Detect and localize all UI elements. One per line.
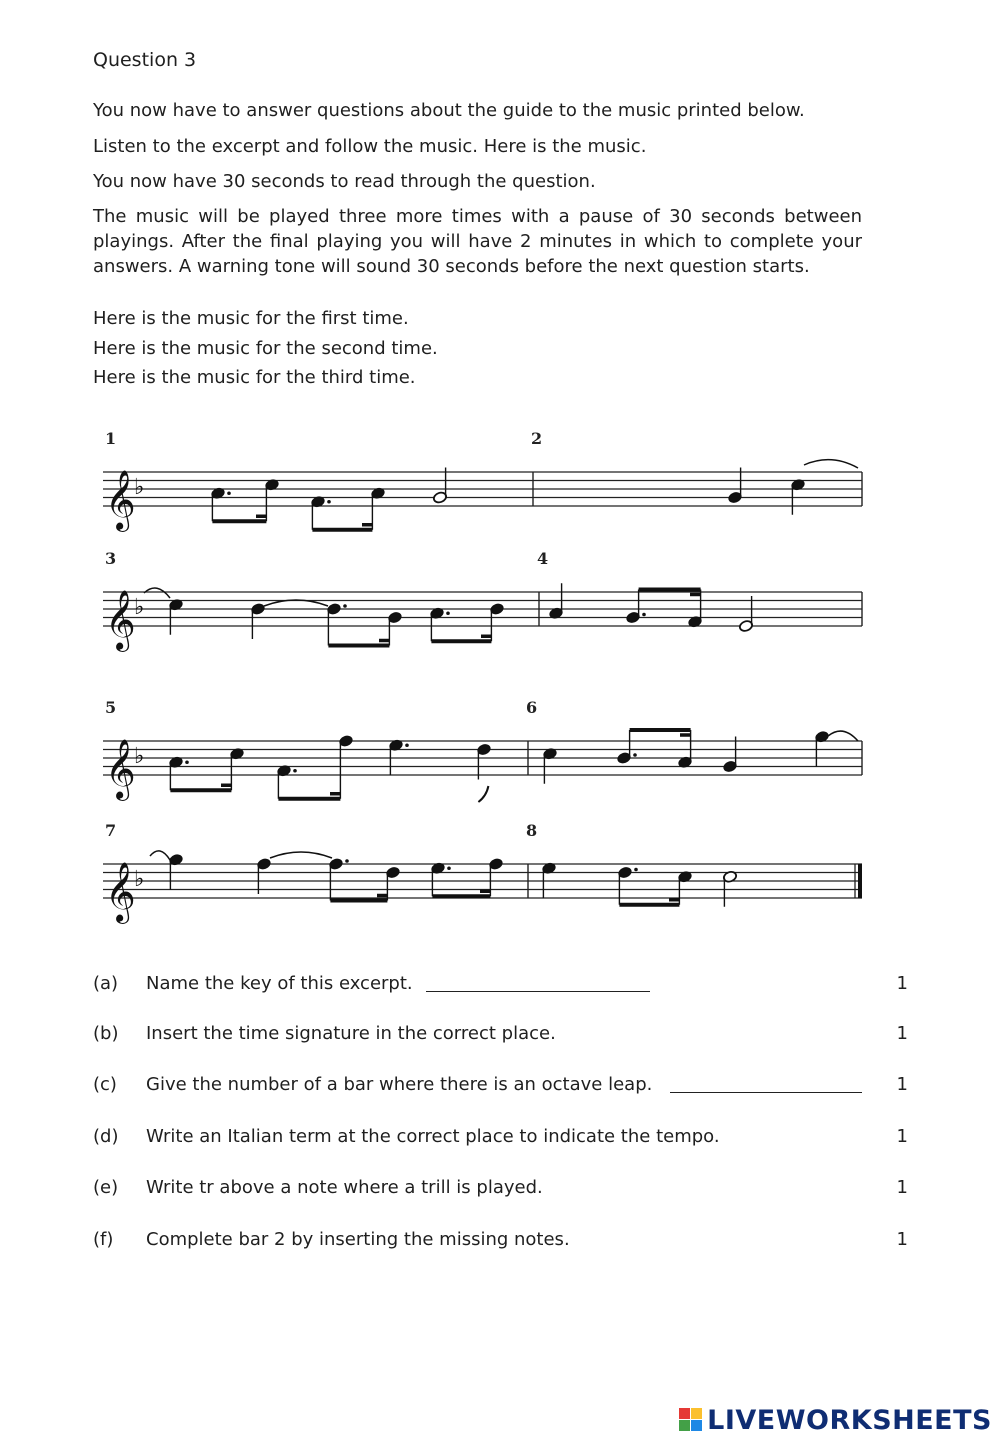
question-e <box>93 1177 908 1201</box>
question-title: Question 3 <box>93 49 197 71</box>
question-text: Complete bar 2 by inserting the missing notes. <box>146 1229 570 1250</box>
tie <box>150 851 170 860</box>
playing-line: Here is the music for the third time. <box>93 367 416 388</box>
dot <box>343 604 347 608</box>
bar-number: 8 <box>526 821 538 840</box>
question-a <box>93 973 908 997</box>
question-mark: 1 <box>896 1229 908 1250</box>
playing-line: Here is the music for the second time. <box>93 337 438 359</box>
flat-key-signature-icon: ♭ <box>134 867 145 892</box>
liveworksheets-brand[interactable] <box>679 1405 992 1435</box>
bar-number: 4 <box>537 549 549 568</box>
treble-clef-icon: 𝄞 <box>105 739 136 799</box>
question-mark: 1 <box>896 1177 908 1198</box>
intro-line: You now have to answer questions about the guide to the music printed below. <box>93 100 805 121</box>
treble-clef-icon: 𝄞 <box>105 862 136 922</box>
dot <box>446 611 450 615</box>
dot <box>633 753 637 757</box>
question-letter: (c) <box>93 1074 117 1095</box>
logo-square <box>679 1420 690 1431</box>
question-letter: (e) <box>93 1177 119 1198</box>
question-mark: 1 <box>896 1023 908 1044</box>
liveworksheets-logo-icon <box>679 1408 703 1432</box>
question-letter: (a) <box>93 973 119 994</box>
treble-clef-icon: 𝄞 <box>105 590 136 650</box>
question-text: Give the number of a bar where there is an octave leap. <box>146 1074 653 1095</box>
logo-square <box>679 1408 690 1419</box>
dot <box>447 866 451 870</box>
question-text: Insert the time signature in the correct place. <box>146 1023 556 1044</box>
dot <box>293 769 297 773</box>
question-letter: (f) <box>93 1229 114 1250</box>
dot <box>227 491 231 495</box>
logo-square <box>691 1408 702 1419</box>
bar-number: 1 <box>105 429 117 448</box>
tie <box>144 588 170 598</box>
question-mark: 1 <box>896 1074 908 1095</box>
intro-line: You now have 30 seconds to read through the question. <box>93 171 596 192</box>
question-letter: (d) <box>93 1126 119 1147</box>
question-f <box>93 1229 908 1253</box>
bar-number: 5 <box>105 698 117 717</box>
flat-key-signature-icon: ♭ <box>134 595 145 620</box>
question-mark: 1 <box>896 973 908 994</box>
dot <box>634 868 638 872</box>
question-mark: 1 <box>896 1126 908 1147</box>
dot <box>185 760 189 764</box>
bar-number: 6 <box>526 698 538 717</box>
bar-number: 7 <box>105 821 117 840</box>
instructions-paragraph: The music will be played three more times with a pause of 30 seconds between playings. After the final playing you will have 2 minutes in which to complete your answers. A warning tone will sound 30 seconds before the next question starts. <box>93 206 862 277</box>
dot <box>405 743 409 747</box>
flat-key-signature-icon: ♭ <box>134 744 145 769</box>
bar-number: 3 <box>105 549 117 568</box>
question-letter: (b) <box>93 1023 119 1044</box>
question-c <box>93 1074 908 1098</box>
treble-clef-icon: 𝄞 <box>105 470 136 530</box>
dot <box>327 500 331 504</box>
bar-number: 2 <box>531 429 543 448</box>
answer-line-bar[interactable] <box>670 1092 862 1093</box>
flat-key-signature-icon: ♭ <box>134 475 145 500</box>
question-b <box>93 1023 908 1047</box>
question-d <box>93 1126 908 1150</box>
final-barline-thick <box>858 864 862 898</box>
question-text: Write tr above a note where a trill is played. <box>146 1177 543 1198</box>
dot <box>642 613 646 617</box>
playing-line: Here is the music for the first time. <box>93 308 409 329</box>
note-flag <box>478 786 488 802</box>
tie <box>270 852 332 858</box>
dot <box>345 859 349 863</box>
answer-line-key[interactable] <box>426 991 650 992</box>
brand-name: LIVEWORKSHEETS <box>707 1404 992 1436</box>
logo-square <box>691 1420 702 1431</box>
question-text: Write an Italian term at the correct place to indicate the tempo. <box>146 1126 720 1147</box>
tie <box>828 731 858 741</box>
intro-line: Listen to the excerpt and follow the music. Here is the music. <box>93 136 647 157</box>
tie <box>804 460 858 468</box>
question-text: Name the key of this excerpt. <box>146 973 413 994</box>
